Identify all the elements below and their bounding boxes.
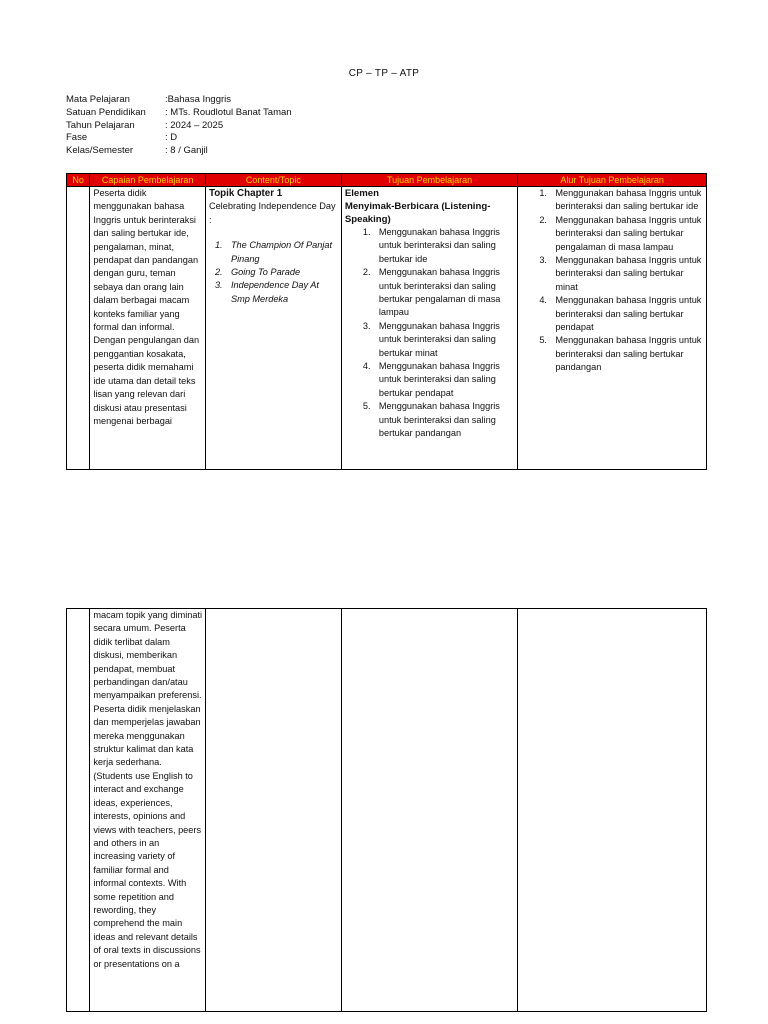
meta-row (66, 145, 292, 158)
list-item: 4. Menggunakan bahasa Inggris untuk berinteraksi dan saling bertukar pendapat (539, 295, 702, 333)
topic-list (209, 239, 339, 306)
element-heading: Elemen (344, 188, 379, 199)
meta-key: Satuan Pendidikan (66, 106, 146, 118)
header-no: No (67, 174, 90, 187)
cell-tujuan (341, 609, 517, 1012)
list-item: 2. Menggunakan bahasa Inggris untuk berinteraksi dan saling bertukar pengalaman di masa lampau (362, 267, 501, 318)
cell-capaian (90, 609, 206, 1012)
table-row (67, 187, 707, 470)
curriculum-table-page-2 (66, 608, 707, 1012)
list-item: 1. Menggunakan bahasa Inggris untuk berinteraksi dan saling bertukar ide (362, 227, 500, 264)
meta-key: Mata Pelajaran (66, 94, 130, 105)
capaian-text-continued: macam topik yang diminati secara umum. Peserta didik terlibat dalam diskusi, memberikan pendapat, membuat perbandingan dan/atau menyampaikan preferensi. Peserta didik menjelaskan dan memperjelas jawaban mereka menggunakan struktur kalimat dan kata kerja sederhana. (Students use English to interact and exchange ideas, experiences, interests, opinions and views with teachers, peers and others in an increasing variety of familiar formal and informal contexts. With some repetition and rewording, they comprehend the main ideas and relevant details of oral texts in discussions or presentations on a (93, 610, 203, 969)
header-alur: Alur Tujuan Pembelajaran (518, 174, 707, 187)
alur-list (521, 187, 704, 375)
header-tujuan: Tujuan Pembelajaran (341, 174, 517, 187)
list-item: 3. Independence Day At Smp Merdeka (214, 280, 319, 304)
document-meta (66, 94, 292, 158)
meta-key: Fase (66, 132, 88, 144)
header-content: Content/Topic (205, 174, 341, 187)
element-subheading: Menyimak-Berbicara (Listening-Speaking) (344, 201, 491, 225)
cell-alur (518, 187, 707, 470)
cell-tujuan (341, 187, 517, 470)
list-item: 4. Menggunakan bahasa Inggris untuk berinteraksi dan saling bertukar pendapat (362, 361, 500, 398)
meta-row (66, 120, 292, 133)
cell-capaian (90, 187, 206, 470)
cell-no (67, 609, 90, 1012)
page-title: CP – TP – ATP (348, 68, 420, 79)
meta-row (66, 132, 292, 145)
meta-value: : 2024 – 2025 (165, 119, 224, 131)
list-item: 1. Menggunakan bahasa Inggris untuk berinteraksi dan saling bertukar ide (539, 188, 702, 212)
list-item: 3. Menggunakan bahasa Inggris untuk berinteraksi dan saling bertukar minat (362, 320, 500, 358)
header-capaian: Capaian Pembelajaran (90, 174, 206, 187)
list-item: 2. Going To Parade (214, 267, 301, 278)
list-item: 1. The Champion Of Panjat Pinang (214, 240, 333, 264)
list-item: 2. Menggunakan bahasa Inggris untuk berinteraksi dan saling bertukar pengalaman di masa lampau (539, 214, 702, 252)
capaian-text: Peserta didik menggunakan bahasa Inggris untuk berinteraksi dan saling bertukar ide, pengalaman, minat, pendapat dan pandangan dengan guru, teman sebaya dan orang lain dalam berbagai macam konteks familiar yang formal dan informal. Dengan pengulangan dan penggantian kosakata, peserta didik memahami ide utama dan detail teks lisan yang relevan dari diskusi atau presentasi mengenai berbagai (93, 188, 200, 426)
meta-value: : MTs. Roudlotul Banat Taman (165, 106, 292, 118)
topic-subheading: Celebrating Independence Day : (208, 201, 336, 225)
topic-heading: Topik Chapter 1 (208, 188, 283, 199)
cell-content (205, 187, 341, 470)
table-row (67, 609, 707, 1012)
cell-alur (518, 609, 707, 1012)
meta-row (66, 107, 292, 120)
meta-value: : 8 / Ganjil (165, 145, 208, 157)
list-item: 5. Menggunakan bahasa Inggris untuk berinteraksi dan saling bertukar pandangan (539, 335, 702, 373)
list-item: 5. Menggunakan bahasa Inggris untuk berinteraksi dan saling bertukar pandangan (362, 401, 500, 439)
list-item: 3. Menggunakan bahasa Inggris untuk berinteraksi dan saling bertukar minat (539, 255, 702, 292)
table-header-row (67, 174, 707, 187)
cell-content (205, 609, 341, 1012)
meta-key: Tahun Pelajaran (66, 119, 135, 131)
tujuan-list (345, 226, 515, 441)
cell-no (67, 187, 90, 470)
meta-key: Kelas/Semester (66, 145, 134, 157)
meta-value: : D (165, 132, 178, 144)
meta-row (66, 94, 292, 107)
curriculum-table-page-1 (66, 173, 707, 470)
meta-value: :Bahasa Inggris (165, 94, 232, 105)
